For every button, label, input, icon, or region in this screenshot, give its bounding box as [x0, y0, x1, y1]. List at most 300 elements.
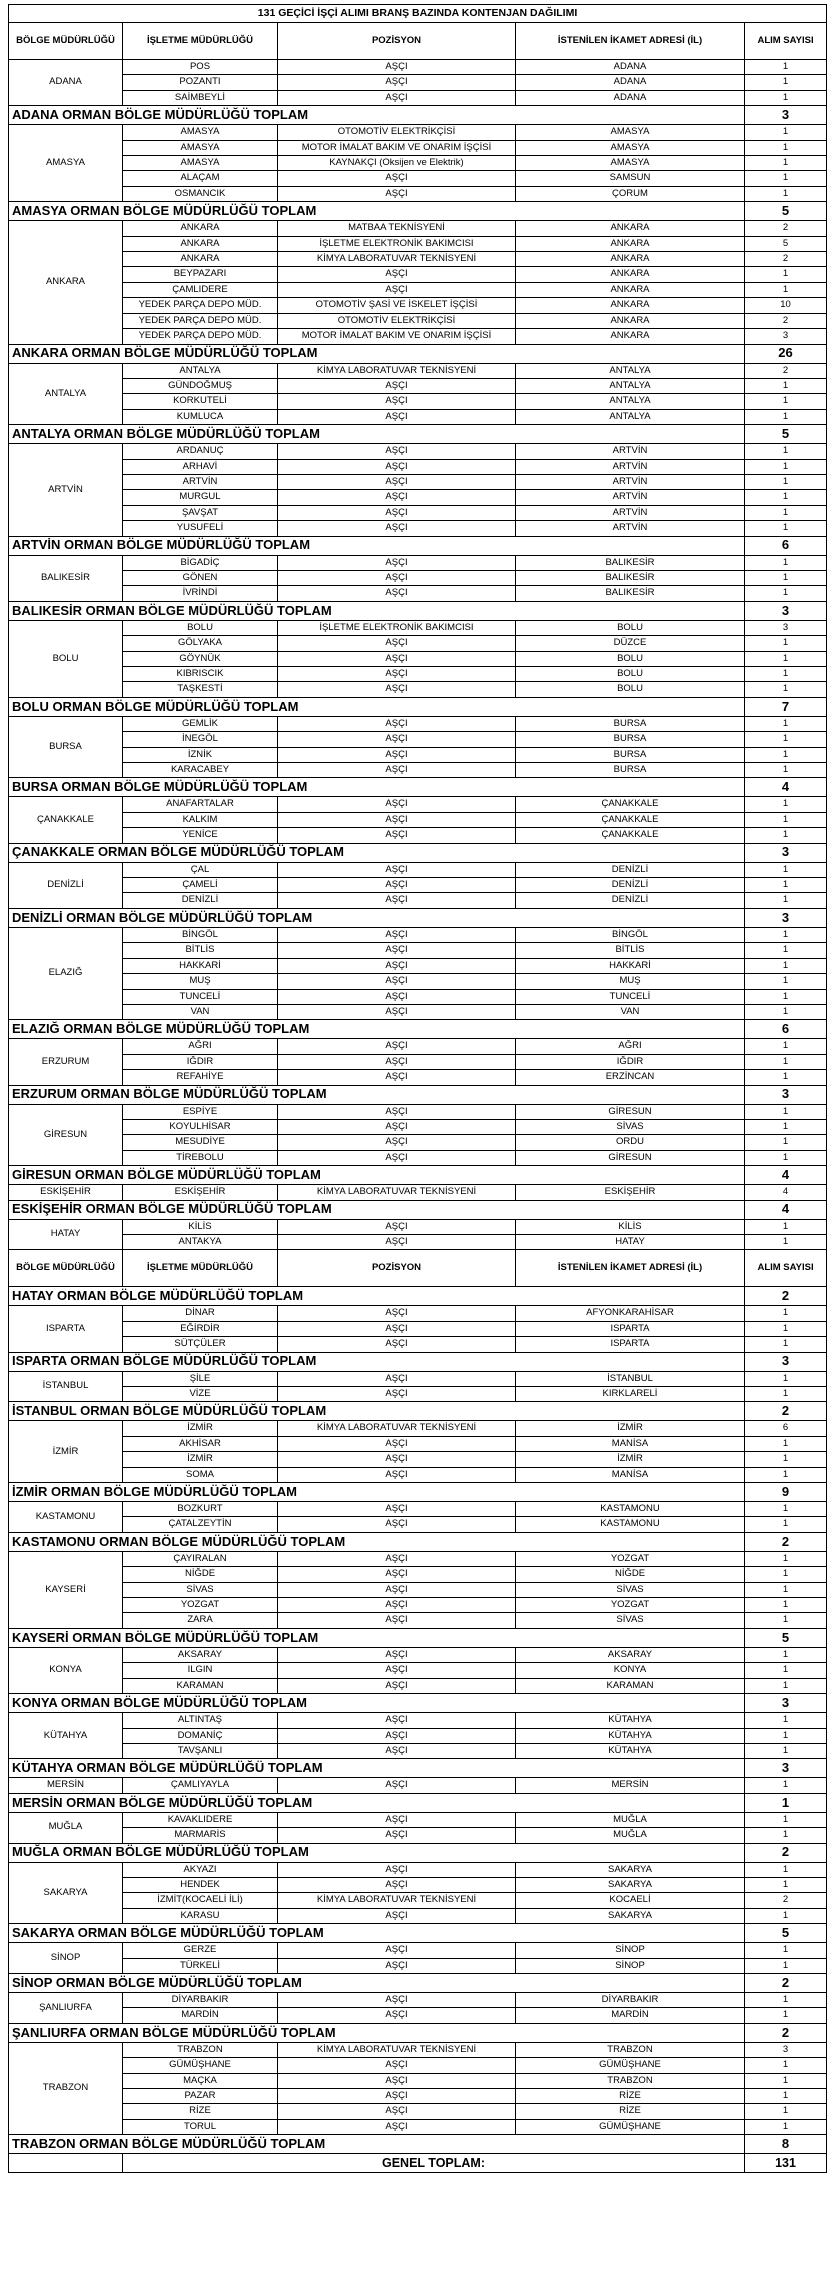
- table-row: [9, 1943, 827, 1958]
- region-total-label: AMASYA ORMAN BÖLGE MÜDÜRLÜĞÜ TOPLAM: [9, 202, 745, 221]
- sayi-cell: 1: [745, 586, 827, 601]
- isletme-cell: ANTALYA: [123, 363, 278, 378]
- region-name: ERZURUM: [9, 1039, 123, 1085]
- region-total-label: ESKİŞEHİR ORMAN BÖLGE MÜDÜRLÜĞÜ TOPLAM: [9, 1200, 745, 1219]
- il-cell: ÇANAKKALE: [516, 828, 745, 843]
- sayi-cell: 2: [745, 252, 827, 267]
- pozisyon-cell: AŞÇI: [278, 927, 516, 942]
- sayi-cell: 1: [745, 1943, 827, 1958]
- isletme-cell: GEMLİK: [123, 716, 278, 731]
- sayi-cell: 1: [745, 636, 827, 651]
- pozisyon-cell: AŞÇI: [278, 893, 516, 908]
- quota-table: [8, 4, 827, 2173]
- region-total-value: 6: [745, 1020, 827, 1039]
- region-total-value: 4: [745, 1166, 827, 1185]
- isletme-cell: SOMA: [123, 1467, 278, 1482]
- table-row: [9, 1517, 827, 1532]
- region-total-label: MUĞLA ORMAN BÖLGE MÜDÜRLÜĞÜ TOPLAM: [9, 1843, 745, 1862]
- table-row: [9, 1467, 827, 1482]
- pozisyon-cell: AŞÇI: [278, 1613, 516, 1628]
- header-row: [9, 1250, 827, 1287]
- isletme-cell: İZMİT(KOCAELİ İLİ): [123, 1893, 278, 1908]
- region-name: ESKİŞEHİR: [9, 1185, 123, 1200]
- region-total-label: TRABZON ORMAN BÖLGE MÜDÜRLÜĞÜ TOPLAM: [9, 2135, 745, 2154]
- table-row: [9, 1713, 827, 1728]
- sayi-cell: 1: [745, 927, 827, 942]
- il-cell: AMASYA: [516, 156, 745, 171]
- sayi-cell: 1: [745, 125, 827, 140]
- region-total-value: 2: [745, 1287, 827, 1306]
- sayi-cell: 1: [745, 682, 827, 697]
- isletme-cell: MAÇKA: [123, 2073, 278, 2088]
- sayi-cell: 1: [745, 1337, 827, 1352]
- table-row: [9, 2058, 827, 2073]
- table-row: [9, 620, 827, 635]
- pozisyon-cell: AŞÇI: [278, 1598, 516, 1613]
- pozisyon-cell: AŞÇI: [278, 1517, 516, 1532]
- pozisyon-cell: AŞÇI: [278, 1452, 516, 1467]
- sayi-cell: 1: [745, 1992, 827, 2007]
- il-cell: DÜZCE: [516, 636, 745, 651]
- isletme-cell: MUŞ: [123, 974, 278, 989]
- table-row: [9, 313, 827, 328]
- table-row: [9, 812, 827, 827]
- isletme-cell: NİĞDE: [123, 1567, 278, 1582]
- il-cell: BURSA: [516, 716, 745, 731]
- region-total-label: KAYSERİ ORMAN BÖLGE MÜDÜRLÜĞÜ TOPLAM: [9, 1628, 745, 1647]
- il-cell: BİTLİS: [516, 943, 745, 958]
- table-row: [9, 1828, 827, 1843]
- table-row: [9, 747, 827, 762]
- il-cell: MUĞLA: [516, 1828, 745, 1843]
- pozisyon-cell: AŞÇI: [278, 716, 516, 731]
- region-total-label: KÜTAHYA ORMAN BÖLGE MÜDÜRLÜĞÜ TOPLAM: [9, 1759, 745, 1778]
- region-total-row: [9, 1793, 827, 1812]
- document-title: 131 GEÇİCİ İŞÇİ ALIMI BRANŞ BAZINDA KONTENJAN DAĞILIMI: [9, 5, 827, 23]
- isletme-cell: KAVAKLIDERE: [123, 1812, 278, 1827]
- isletme-cell: GÖLYAKA: [123, 636, 278, 651]
- isletme-cell: ILGIN: [123, 1663, 278, 1678]
- region-name: MERSİN: [9, 1778, 123, 1793]
- isletme-cell: ÇAMLIYAYLA: [123, 1778, 278, 1793]
- il-cell: ANKARA: [516, 236, 745, 251]
- table-row: [9, 186, 827, 201]
- region-name: İZMİR: [9, 1421, 123, 1483]
- il-cell: ADANA: [516, 60, 745, 75]
- isletme-cell: POS: [123, 60, 278, 75]
- isletme-cell: RİZE: [123, 2104, 278, 2119]
- region-total-value: 3: [745, 601, 827, 620]
- il-cell: HATAY: [516, 1234, 745, 1249]
- il-cell: ANKARA: [516, 252, 745, 267]
- il-cell: MANİSA: [516, 1467, 745, 1482]
- table-row: [9, 1371, 827, 1386]
- isletme-cell: BOLU: [123, 620, 278, 635]
- isletme-cell: ARTVİN: [123, 474, 278, 489]
- il-cell: İSTANBUL: [516, 1371, 745, 1386]
- table-row: [9, 140, 827, 155]
- col-header-il: İSTENİLEN İKAMET ADRESİ (İL): [516, 1250, 745, 1287]
- sayi-cell: 1: [745, 459, 827, 474]
- region-total-value: 9: [745, 1483, 827, 1502]
- il-cell: ANKARA: [516, 329, 745, 344]
- region-total-row: [9, 1532, 827, 1551]
- table-row: [9, 1234, 827, 1249]
- region-total-value: 3: [745, 843, 827, 862]
- pozisyon-cell: AŞÇI: [278, 570, 516, 585]
- table-row: [9, 878, 827, 893]
- sayi-cell: 1: [745, 893, 827, 908]
- isletme-cell: MARMARİS: [123, 1828, 278, 1843]
- sayi-cell: 1: [745, 763, 827, 778]
- pozisyon-cell: AŞÇI: [278, 490, 516, 505]
- table-row: [9, 60, 827, 75]
- region-name: TRABZON: [9, 2042, 123, 2134]
- region-name: KONYA: [9, 1647, 123, 1693]
- pozisyon-cell: AŞÇI: [278, 747, 516, 762]
- region-total-value: 5: [745, 202, 827, 221]
- sayi-cell: 1: [745, 1728, 827, 1743]
- table-row: [9, 1321, 827, 1336]
- table-row: [9, 171, 827, 186]
- il-cell: DİYARBAKIR: [516, 1992, 745, 2007]
- table-row: [9, 2042, 827, 2057]
- table-row: [9, 1004, 827, 1019]
- sayi-cell: 1: [745, 989, 827, 1004]
- table-row: [9, 1135, 827, 1150]
- pozisyon-cell: OTOMOTİV ELEKTRİKÇİSİ: [278, 125, 516, 140]
- region-total-label: KASTAMONU ORMAN BÖLGE MÜDÜRLÜĞÜ TOPLAM: [9, 1532, 745, 1551]
- pozisyon-cell: AŞÇI: [278, 828, 516, 843]
- region-total-label: GİRESUN ORMAN BÖLGE MÜDÜRLÜĞÜ TOPLAM: [9, 1166, 745, 1185]
- table-row: [9, 2119, 827, 2134]
- isletme-cell: HAKKARİ: [123, 958, 278, 973]
- table-row: [9, 651, 827, 666]
- table-row: [9, 252, 827, 267]
- isletme-cell: MARDİN: [123, 2008, 278, 2023]
- isletme-cell: AĞRI: [123, 1039, 278, 1054]
- table-row: [9, 363, 827, 378]
- sayi-cell: 1: [745, 828, 827, 843]
- pozisyon-cell: AŞÇI: [278, 1234, 516, 1249]
- il-cell: ÇANAKKALE: [516, 797, 745, 812]
- il-cell: GÜMÜŞHANE: [516, 2119, 745, 2134]
- il-cell: KİLİS: [516, 1219, 745, 1234]
- isletme-cell: KIBRISCIK: [123, 667, 278, 682]
- col-header-sayi: ALIM SAYISI: [745, 1250, 827, 1287]
- isletme-cell: AMASYA: [123, 156, 278, 171]
- il-cell: ANKARA: [516, 267, 745, 282]
- region-total-row: [9, 697, 827, 716]
- isletme-cell: GERZE: [123, 1943, 278, 1958]
- isletme-cell: TÜRKELİ: [123, 1958, 278, 1973]
- il-cell: İZMİR: [516, 1421, 745, 1436]
- pozisyon-cell: AŞÇI: [278, 1219, 516, 1234]
- sayi-cell: 1: [745, 90, 827, 105]
- table-row: [9, 1337, 827, 1352]
- isletme-cell: YUSUFELİ: [123, 521, 278, 536]
- col-header-isletme: İŞLETME MÜDÜRLÜĞÜ: [123, 1250, 278, 1287]
- region-total-row: [9, 1694, 827, 1713]
- pozisyon-cell: İŞLETME ELEKTRONİK BAKIMCISI: [278, 620, 516, 635]
- region-name: HATAY: [9, 1219, 123, 1250]
- il-cell: BOLU: [516, 651, 745, 666]
- region-total-label: İZMİR ORMAN BÖLGE MÜDÜRLÜĞÜ TOPLAM: [9, 1483, 745, 1502]
- region-total-label: ARTVİN ORMAN BÖLGE MÜDÜRLÜĞÜ TOPLAM: [9, 536, 745, 555]
- pozisyon-cell: AŞÇI: [278, 1828, 516, 1843]
- isletme-cell: IĞDIR: [123, 1054, 278, 1069]
- pozisyon-cell: AŞÇI: [278, 1004, 516, 1019]
- il-cell: ADANA: [516, 90, 745, 105]
- pozisyon-cell: AŞÇI: [278, 2089, 516, 2104]
- pozisyon-cell: AŞÇI: [278, 1436, 516, 1451]
- col-header-bolge: BÖLGE MÜDÜRLÜĞÜ: [9, 23, 123, 60]
- pozisyon-cell: AŞÇI: [278, 1908, 516, 1923]
- table-row: [9, 1551, 827, 1566]
- il-cell: AĞRI: [516, 1039, 745, 1054]
- table-row: [9, 667, 827, 682]
- il-cell: TUNCELİ: [516, 989, 745, 1004]
- pozisyon-cell: AŞÇI: [278, 2008, 516, 2023]
- region-total-row: [9, 1352, 827, 1371]
- region-total-row: [9, 1843, 827, 1862]
- table-row: [9, 636, 827, 651]
- il-cell: GÜMÜŞHANE: [516, 2058, 745, 2073]
- il-cell: HAKKARİ: [516, 958, 745, 973]
- isletme-cell: DOMANİÇ: [123, 1728, 278, 1743]
- sayi-cell: 1: [745, 1551, 827, 1566]
- pozisyon-cell: AŞÇI: [278, 1502, 516, 1517]
- sayi-cell: 1: [745, 1219, 827, 1234]
- isletme-cell: AMASYA: [123, 125, 278, 140]
- pozisyon-cell: OTOMOTİV ELEKTRİKÇİSİ: [278, 313, 516, 328]
- region-total-row: [9, 425, 827, 444]
- sayi-cell: 1: [745, 1663, 827, 1678]
- region-name: BURSA: [9, 716, 123, 778]
- col-header-sayi: ALIM SAYISI: [745, 23, 827, 60]
- region-total-label: ELAZIĞ ORMAN BÖLGE MÜDÜRLÜĞÜ TOPLAM: [9, 1020, 745, 1039]
- isletme-cell: BEYPAZARI: [123, 267, 278, 282]
- sayi-cell: 3: [745, 329, 827, 344]
- col-header-pozisyon: POZİSYON: [278, 23, 516, 60]
- pozisyon-cell: AŞÇI: [278, 797, 516, 812]
- sayi-cell: 1: [745, 1958, 827, 1973]
- sayi-cell: 1: [745, 943, 827, 958]
- sayi-cell: 1: [745, 797, 827, 812]
- region-total-value: 5: [745, 1924, 827, 1943]
- sayi-cell: 1: [745, 521, 827, 536]
- isletme-cell: PAZAR: [123, 2089, 278, 2104]
- table-row: [9, 409, 827, 424]
- pozisyon-cell: AŞÇI: [278, 1551, 516, 1566]
- isletme-cell: DİNAR: [123, 1306, 278, 1321]
- sayi-cell: 6: [745, 1421, 827, 1436]
- pozisyon-cell: AŞÇI: [278, 1943, 516, 1958]
- il-cell: ARTVİN: [516, 490, 745, 505]
- region-total-value: 3: [745, 1759, 827, 1778]
- pozisyon-cell: AŞÇI: [278, 1467, 516, 1482]
- pozisyon-cell: MOTOR İMALAT BAKIM VE ONARIM İŞÇİSİ: [278, 140, 516, 155]
- sayi-cell: 2: [745, 313, 827, 328]
- region-total-label: SİNOP ORMAN BÖLGE MÜDÜRLÜĞÜ TOPLAM: [9, 1973, 745, 1992]
- pozisyon-cell: AŞÇI: [278, 1337, 516, 1352]
- pozisyon-cell: AŞÇI: [278, 636, 516, 651]
- sayi-cell: 1: [745, 1647, 827, 1662]
- table-row: [9, 1958, 827, 1973]
- region-total-label: BOLU ORMAN BÖLGE MÜDÜRLÜĞÜ TOPLAM: [9, 697, 745, 716]
- region-total-value: 2: [745, 1402, 827, 1421]
- pozisyon-cell: AŞÇI: [278, 186, 516, 201]
- il-cell: RİZE: [516, 2089, 745, 2104]
- sayi-cell: 1: [745, 2119, 827, 2134]
- pozisyon-cell: AŞÇI: [278, 812, 516, 827]
- il-cell: KÜTAHYA: [516, 1743, 745, 1758]
- isletme-cell: ŞİLE: [123, 1371, 278, 1386]
- isletme-cell: İNEGÖL: [123, 732, 278, 747]
- table-row: [9, 378, 827, 393]
- pozisyon-cell: KİMYA LABORATUVAR TEKNİSYENİ: [278, 1185, 516, 1200]
- sayi-cell: 1: [745, 171, 827, 186]
- pozisyon-cell: AŞÇI: [278, 862, 516, 877]
- il-cell: ANTALYA: [516, 378, 745, 393]
- isletme-cell: KORKUTELİ: [123, 394, 278, 409]
- il-cell: SİNOP: [516, 1958, 745, 1973]
- sayi-cell: 1: [745, 1828, 827, 1843]
- isletme-cell: DİYARBAKIR: [123, 1992, 278, 2007]
- il-cell: ARTVİN: [516, 505, 745, 520]
- isletme-cell: KOYULHİSAR: [123, 1119, 278, 1134]
- il-cell: İZMİR: [516, 1452, 745, 1467]
- region-name: DENİZLİ: [9, 862, 123, 908]
- grand-total-value: 131: [745, 2154, 827, 2173]
- pozisyon-cell: AŞÇI: [278, 2119, 516, 2134]
- il-cell: ANTALYA: [516, 409, 745, 424]
- region-total-row: [9, 843, 827, 862]
- region-total-row: [9, 1085, 827, 1104]
- sayi-cell: 1: [745, 732, 827, 747]
- isletme-cell: İZMİR: [123, 1452, 278, 1467]
- sayi-cell: 1: [745, 2073, 827, 2088]
- sayi-cell: 3: [745, 620, 827, 635]
- pozisyon-cell: AŞÇI: [278, 521, 516, 536]
- il-cell: ORDU: [516, 1135, 745, 1150]
- sayi-cell: 1: [745, 555, 827, 570]
- region-total-row: [9, 778, 827, 797]
- region-total-row: [9, 1924, 827, 1943]
- isletme-cell: ŞAVŞAT: [123, 505, 278, 520]
- sayi-cell: 1: [745, 1306, 827, 1321]
- sayi-cell: 1: [745, 1598, 827, 1613]
- il-cell: BOLU: [516, 667, 745, 682]
- il-cell: ÇANAKKALE: [516, 812, 745, 827]
- col-header-isletme: İŞLETME MÜDÜRLÜĞÜ: [123, 23, 278, 60]
- pozisyon-cell: AŞÇI: [278, 555, 516, 570]
- isletme-cell: YEDEK PARÇA DEPO MÜD.: [123, 329, 278, 344]
- pozisyon-cell: AŞÇI: [278, 2058, 516, 2073]
- region-total-row: [9, 1628, 827, 1647]
- region-name: SAKARYA: [9, 1862, 123, 1924]
- pozisyon-cell: AŞÇI: [278, 1647, 516, 1662]
- region-name: MUĞLA: [9, 1812, 123, 1843]
- region-total-row: [9, 1200, 827, 1219]
- region-name: AMASYA: [9, 125, 123, 202]
- pozisyon-cell: AŞÇI: [278, 1877, 516, 1892]
- isletme-cell: REFAHİYE: [123, 1070, 278, 1085]
- table-row: [9, 682, 827, 697]
- isletme-cell: YEDEK PARÇA DEPO MÜD.: [123, 313, 278, 328]
- sayi-cell: 1: [745, 1234, 827, 1249]
- region-total-value: 2: [745, 1843, 827, 1862]
- col-header-pozisyon: POZİSYON: [278, 1250, 516, 1287]
- region-name: ARTVİN: [9, 444, 123, 536]
- region-name: KÜTAHYA: [9, 1713, 123, 1759]
- region-total-value: 3: [745, 1694, 827, 1713]
- il-cell: MUŞ: [516, 974, 745, 989]
- sayi-cell: 1: [745, 812, 827, 827]
- isletme-cell: AKSARAY: [123, 1647, 278, 1662]
- isletme-cell: SÜTÇÜLER: [123, 1337, 278, 1352]
- isletme-cell: ARHAVİ: [123, 459, 278, 474]
- sayi-cell: 1: [745, 974, 827, 989]
- region-name: ELAZIĞ: [9, 927, 123, 1019]
- table-row: [9, 1582, 827, 1597]
- table-row: [9, 1663, 827, 1678]
- il-cell: SİNOP: [516, 1943, 745, 1958]
- table-row: [9, 298, 827, 313]
- sayi-cell: 5: [745, 236, 827, 251]
- table-row: [9, 943, 827, 958]
- sayi-cell: 1: [745, 878, 827, 893]
- table-row: [9, 444, 827, 459]
- il-cell: BALIKESİR: [516, 555, 745, 570]
- il-cell: MANİSA: [516, 1436, 745, 1451]
- region-name: KASTAMONU: [9, 1502, 123, 1533]
- il-cell: SAKARYA: [516, 1908, 745, 1923]
- il-cell: KARAMAN: [516, 1678, 745, 1693]
- header-row: [9, 23, 827, 60]
- isletme-cell: GÖNEN: [123, 570, 278, 585]
- pozisyon-cell: AŞÇI: [278, 1321, 516, 1336]
- region-total-row: [9, 1020, 827, 1039]
- isletme-cell: ANAFARTALAR: [123, 797, 278, 812]
- sayi-cell: 1: [745, 747, 827, 762]
- pozisyon-cell: AŞÇI: [278, 1992, 516, 2007]
- il-cell: AKSARAY: [516, 1647, 745, 1662]
- table-row: [9, 828, 827, 843]
- region-total-label: ANTALYA ORMAN BÖLGE MÜDÜRLÜĞÜ TOPLAM: [9, 425, 745, 444]
- pozisyon-cell: AŞÇI: [278, 586, 516, 601]
- isletme-cell: YENİCE: [123, 828, 278, 843]
- pozisyon-cell: AŞÇI: [278, 1713, 516, 1728]
- isletme-cell: ALTINTAŞ: [123, 1713, 278, 1728]
- il-cell: GİRESUN: [516, 1150, 745, 1165]
- region-total-label: ŞANLIURFA ORMAN BÖLGE MÜDÜRLÜĞÜ TOPLAM: [9, 2023, 745, 2042]
- sayi-cell: 1: [745, 378, 827, 393]
- sayi-cell: 1: [745, 1567, 827, 1582]
- region-total-row: [9, 106, 827, 125]
- pozisyon-cell: KİMYA LABORATUVAR TEKNİSYENİ: [278, 1421, 516, 1436]
- region-total-label: BURSA ORMAN BÖLGE MÜDÜRLÜĞÜ TOPLAM: [9, 778, 745, 797]
- isletme-cell: BOZKURT: [123, 1502, 278, 1517]
- il-cell: AFYONKARAHİSAR: [516, 1306, 745, 1321]
- table-row: [9, 1387, 827, 1402]
- region-total-value: 1: [745, 1793, 827, 1812]
- pozisyon-cell: AŞÇI: [278, 459, 516, 474]
- il-cell: SİVAS: [516, 1613, 745, 1628]
- table-row: [9, 90, 827, 105]
- il-cell: MERSİN: [516, 1778, 745, 1793]
- pozisyon-cell: AŞÇI: [278, 1663, 516, 1678]
